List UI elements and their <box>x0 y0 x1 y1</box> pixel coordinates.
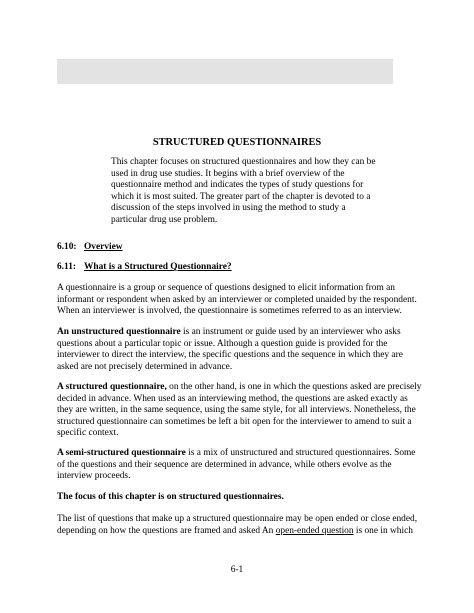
paragraph-question-list <box>57 514 422 537</box>
paragraph-lead: The focus of this chapter is on structured questionnaires. <box>57 492 284 502</box>
paragraph-text: is a mix of unstructured and structured questionnaires. Some of the questions and their sequence are determined in advance, while others evolve as the interview proceeds. <box>57 448 416 482</box>
paragraph-structured <box>57 382 422 440</box>
page-number: 6-1 <box>230 565 244 575</box>
section-number: 6.10: <box>57 242 77 252</box>
paragraph-lead: A structured questionnaire, <box>57 382 167 392</box>
paragraph-definition <box>57 283 422 318</box>
paragraph-text: on the other hand, is one in which the questions asked are precisely decided in advance. When used as an interviewing method, the questions are asked exactly as they are written, in the same sequence, using the same style, for all interviews. Nonetheless, the structured questionnaire can sometimes be left a bit open for the interviewer to amend to suit a specific context. <box>57 382 422 439</box>
open-ended-question-term: open-ended question <box>275 525 354 536</box>
section-number: 6.11: <box>57 262 77 272</box>
paragraph-focus <box>57 492 422 504</box>
paragraph-lead: A semi-structured questionnaire <box>57 448 186 458</box>
paragraph-text: is an instrument or guide used by an interviewer who asks questions about a particular topic or issue. Although a question guide is provided for the interviewer to direct the interview, the specific questions and the sequence in which they are asked are not precisely determined in advance. <box>57 327 403 372</box>
chapter-intro: This chapter focuses on structured questionnaires and how they can be used in drug use studies. It begins with a brief overview of the questionnaire method and indicates the types of study questions for which it is most suited. The greater part of the chapter is devoted to a discussion of the steps involved in using the method to study a particular drug use problem. <box>111 157 376 225</box>
section-title: What is a Structured Questionnaire? <box>84 262 232 272</box>
paragraph-lead: An unstructured questionnaire <box>57 327 181 337</box>
section-title: Overview <box>84 242 123 252</box>
paragraph-unstructured <box>57 327 422 373</box>
chapter-title: STRUCTURED QUESTIONNAIRES <box>152 137 322 148</box>
header-bar <box>57 59 393 84</box>
paragraph-tail: is one in which <box>353 525 413 536</box>
paragraph-text: The list of questions that make up a structured questionnaire may be open ended or close ended, depending on how the questions are framed and asked An <box>57 514 418 536</box>
section-heading-what-is <box>57 261 232 273</box>
paragraph-text: A questionnaire is a group or sequence of questions designed to elicit information from an informant or respondent when asked by an interviewer or completed unaided by the respondent. When an interviewer is involved, the questionnaire is sometimes referred to as an interview. <box>57 283 417 317</box>
section-heading-overview <box>57 241 123 253</box>
paragraph-semi-structured <box>57 448 422 483</box>
